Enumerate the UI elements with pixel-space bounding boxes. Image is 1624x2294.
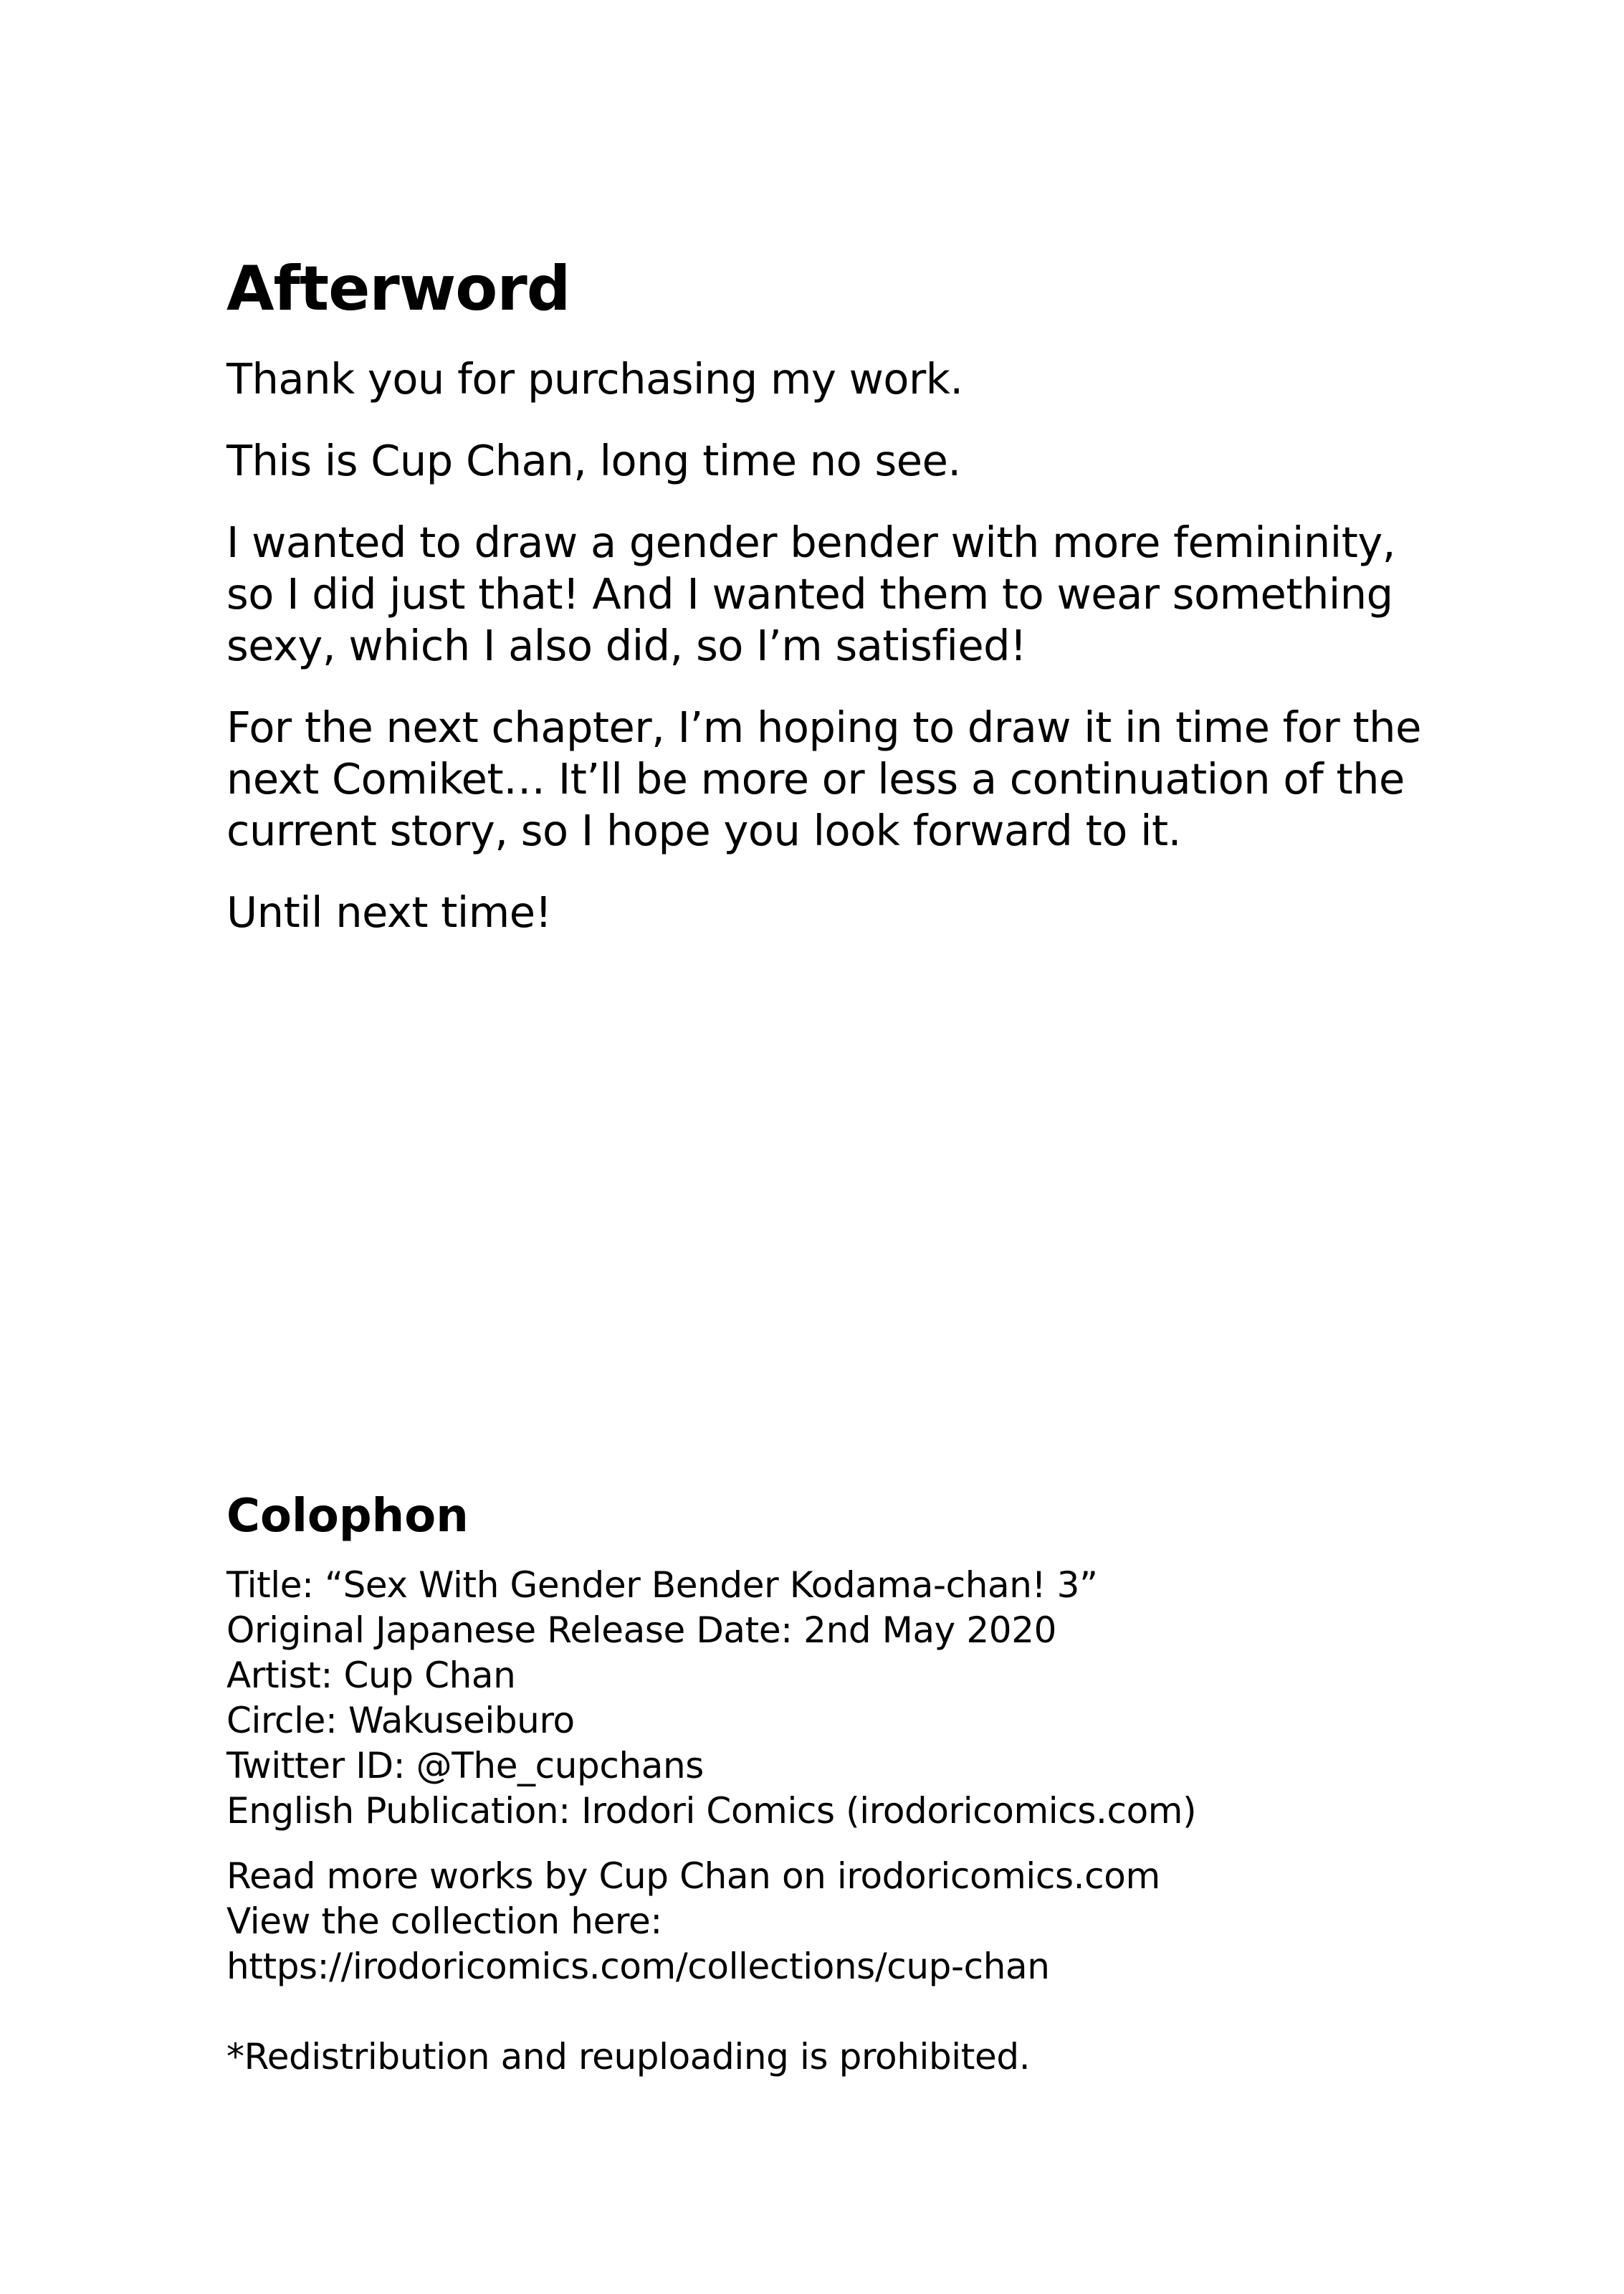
- more-works-text: Read more works by Cup Chan on irodoricomics.com: [226, 1855, 1160, 1898]
- colophon-section: [226, 1491, 1516, 2080]
- colophon-release-date: Original Japanese Release Date: 2nd May 2020: [226, 1609, 1057, 1652]
- colophon-publisher: English Publication: Irodori Comics (irodoricomics.com): [226, 1790, 1197, 1832]
- collection-url: https://irodoricomics.com/collections/cup-chan: [226, 1946, 1050, 1988]
- colophon-details: [226, 1563, 1516, 1834]
- afterword-paragraph-intent: I wanted to draw a gender bender with more femininity, so I did just that! And I wanted them to wear something sexy, which I also did, so I’m satisfied!: [226, 517, 1395, 670]
- colophon-twitter-id: Twitter ID: @The_cupchans: [226, 1745, 704, 1787]
- colophon-more-works: [226, 1854, 1516, 1989]
- afterword-heading: Afterword: [226, 253, 570, 325]
- redistribution-notice: *Redistribution and reuploading is prohibited.: [226, 2036, 1031, 2078]
- afterword-paragraph-greeting: This is Cup Chan, long time no see.: [226, 435, 961, 485]
- afterword-paragraph-thanks: Thank you for purchasing my work.: [226, 353, 963, 404]
- afterword-paragraph-next-chapter: For the next chapter, I’m hoping to draw it in time for the next Comiket… It’ll be more or less a continuation of the current story, so I hope you look forward to it.: [226, 702, 1421, 855]
- colophon-circle: Circle: Wakuseiburo: [226, 1700, 575, 1742]
- afterword-section: [226, 255, 1445, 968]
- colophon-heading: Colophon: [226, 1490, 469, 1543]
- colophon-artist: Artist: Cup Chan: [226, 1655, 516, 1697]
- afterword-paragraph-closing: Until next time!: [226, 887, 552, 937]
- colophon-title: Title: “Sex With Gender Bender Kodama-chan! 3”: [226, 1564, 1098, 1607]
- collection-label: View the collection here:: [226, 1900, 662, 1943]
